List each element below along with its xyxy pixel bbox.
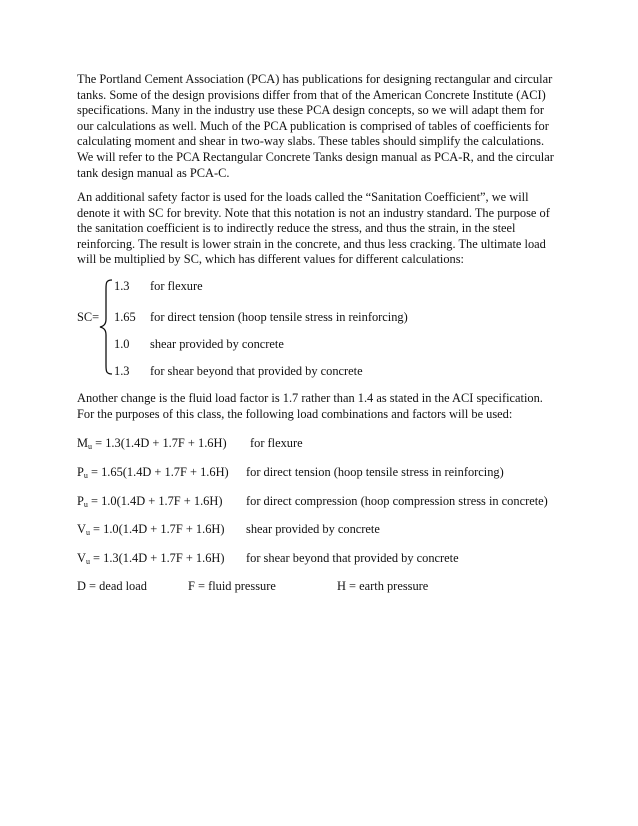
equation-description: shear provided by concrete bbox=[246, 522, 380, 536]
legend-earth-pressure: H = earth pressure bbox=[337, 579, 429, 593]
sc-value: 1.3 bbox=[114, 364, 130, 378]
text-line: will be multiplied by SC, which has different values for different calculations: bbox=[77, 252, 465, 267]
paragraph-load-combinations bbox=[77, 391, 577, 422]
text-line: For the purposes of this class, the following load combinations and factors will be used: bbox=[77, 406, 513, 421]
equation-description: for shear beyond that provided by concrete bbox=[246, 551, 459, 565]
text-line: specifications. Many in the industry use these PCA design concepts, so we will adapt them for bbox=[77, 103, 544, 118]
equation-description: for direct tension (hoop tensile stress in reinforcing) bbox=[246, 465, 504, 479]
text-line: denote it with SC for brevity. Note that this notation is not an industry standard. The purpose of bbox=[77, 205, 550, 220]
paragraph-sanitation-coefficient bbox=[77, 190, 577, 268]
sc-definition bbox=[77, 276, 577, 386]
sc-value: 1.3 bbox=[114, 279, 130, 293]
sc-description: for direct tension (hoop tensile stress in reinforcing) bbox=[150, 310, 408, 324]
text-line: Another change is the fluid load factor is 1.7 rather than 1.4 as stated in the ACI specification. bbox=[77, 391, 543, 405]
legend-fluid-pressure: F = fluid pressure bbox=[188, 579, 276, 593]
sc-value: 1.0 bbox=[114, 337, 130, 351]
text-line: calculating moment and shear in two-way slabs. These tables should simplify the calculations. bbox=[77, 134, 545, 149]
legend-dead-load: D = dead load bbox=[77, 579, 147, 593]
equation-description: for flexure bbox=[250, 436, 303, 450]
sc-value: 1.65 bbox=[114, 310, 136, 324]
text-line: An additional safety factor is used for the loads called the “Sanitation Coefficient”, we will bbox=[77, 190, 529, 204]
equation-expression: $V_u = 1.3(1.4D + 1.7F + 1.6H)$ bbox=[77, 551, 225, 566]
left-brace bbox=[98, 279, 114, 375]
equation-expression: $M_u = 1.3(1.4D + 1.7F + 1.6H)$ bbox=[77, 436, 227, 451]
paragraph-pca-intro bbox=[77, 72, 577, 181]
text-line: We will refer to the PCA Rectangular Concrete Tanks design manual as PCA-R, and the circular bbox=[77, 149, 554, 164]
text-line: tanks. Some of the design provisions differ from that of the American Concrete Institute (ACI) bbox=[77, 87, 546, 102]
equation-expression: $P_u = 1.65(1.4D + 1.7F + 1.6H)$ bbox=[77, 465, 229, 480]
sc-description: for flexure bbox=[150, 279, 203, 293]
sc-description: shear provided by concrete bbox=[150, 337, 284, 351]
text-line: our calculations as well. Much of the PCA publication is comprised of tables of coefficients for bbox=[77, 118, 549, 133]
text-line: The Portland Cement Association (PCA) has publications for designing rectangular and circular bbox=[77, 72, 553, 86]
text-line: reinforcing. The result is lower strain in the concrete, and thus less cracking. The ultimate load bbox=[77, 236, 546, 251]
equation-expression: $V_u = 1.0(1.4D + 1.7F + 1.6H)$ bbox=[77, 522, 225, 537]
text-line: the sanitation coefficient is to indirectly reduce the stress, and thus the strain, in the steel bbox=[77, 221, 516, 236]
sc-label: SC= bbox=[77, 310, 100, 324]
equation-description: for direct compression (hoop compression stress in concrete) bbox=[246, 494, 548, 508]
sc-description: for shear beyond that provided by concrete bbox=[150, 364, 363, 378]
text-line: tank design manual as PCA-C. bbox=[77, 165, 230, 180]
equation-expression: $P_u = 1.0(1.4D + 1.7F + 1.6H)$ bbox=[77, 494, 223, 509]
